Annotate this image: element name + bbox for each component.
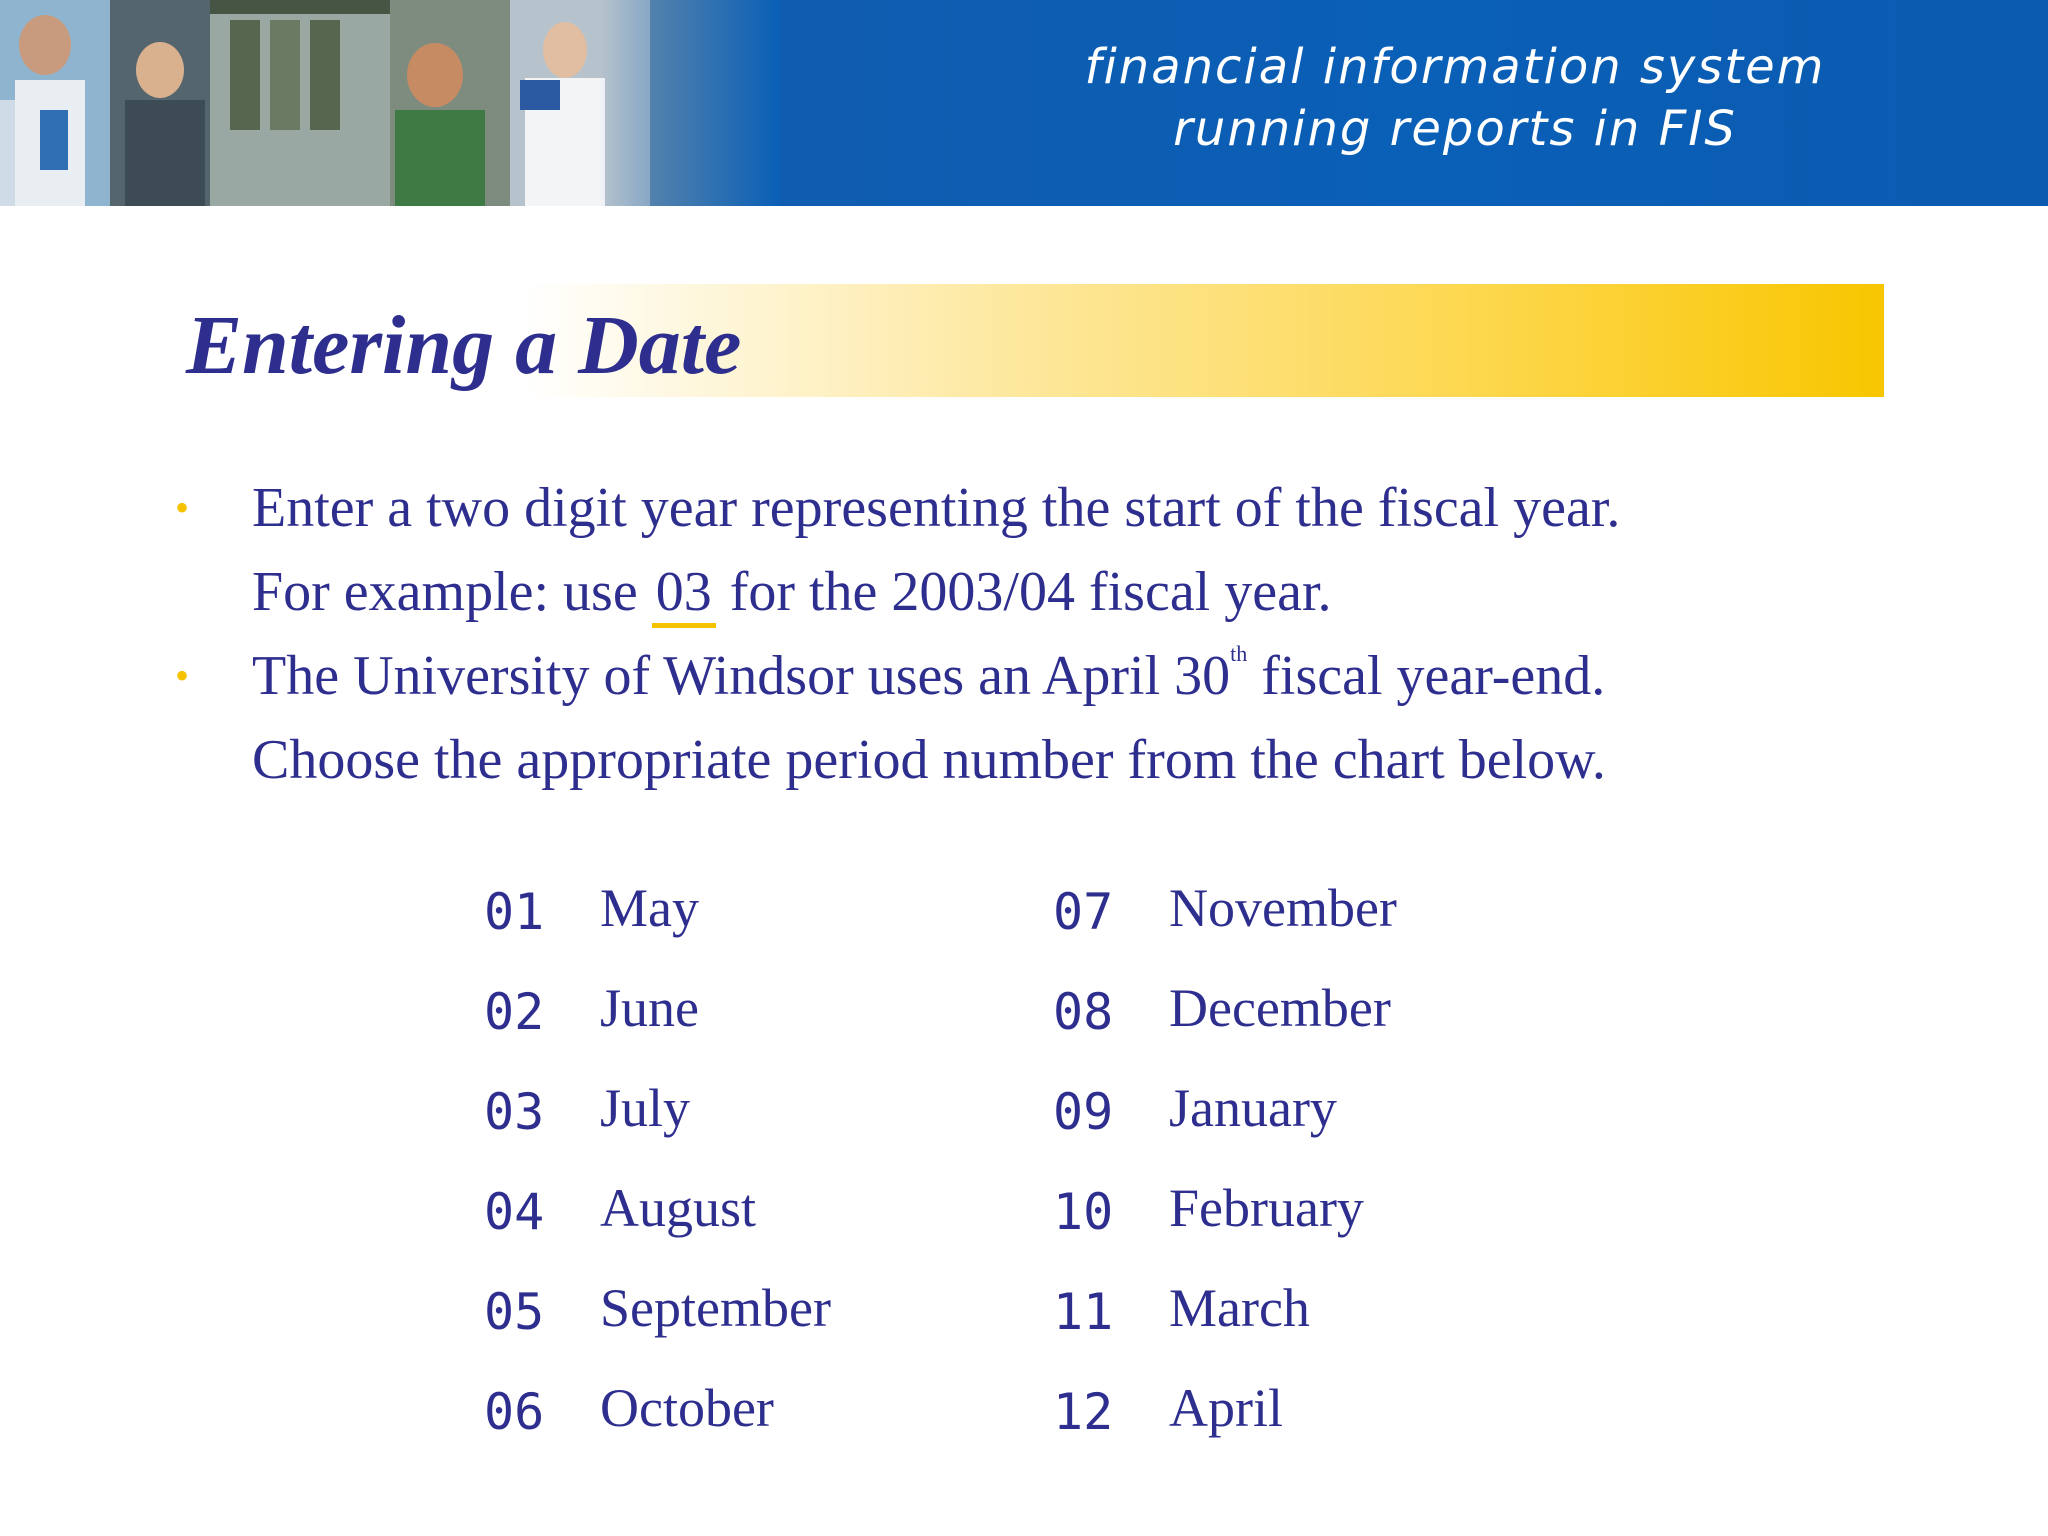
slide-title: Entering a Date xyxy=(186,299,742,392)
period-month: January xyxy=(1169,1078,1337,1138)
period-number: 02 xyxy=(484,983,545,1041)
bullet-dot-icon: • xyxy=(175,653,190,698)
bullet-2-line-2: Choose the appropriate period number from the chart below. xyxy=(252,729,1606,791)
period-number: 11 xyxy=(1053,1283,1114,1341)
period-month: March xyxy=(1169,1278,1310,1338)
period-number: 08 xyxy=(1053,983,1114,1041)
bullet-list xyxy=(175,466,1875,802)
header-title xyxy=(1040,36,1870,160)
period-month: June xyxy=(600,978,699,1038)
period-month: October xyxy=(600,1378,774,1438)
bullet-1-prefix: For example: use xyxy=(252,561,638,623)
period-month: December xyxy=(1169,978,1391,1038)
period-month: November xyxy=(1169,878,1397,938)
header-line-1: financial information system xyxy=(1084,39,1826,95)
period-month: May xyxy=(600,878,699,938)
period-number: 01 xyxy=(484,883,545,941)
bullet-item xyxy=(175,634,1875,802)
period-number: 06 xyxy=(484,1383,545,1441)
period-month: August xyxy=(600,1178,757,1238)
period-month: September xyxy=(600,1278,831,1338)
ordinal-suffix: th xyxy=(1230,641,1248,666)
bullet-2-suffix: fiscal year-end. xyxy=(1247,645,1606,707)
period-number: 04 xyxy=(484,1183,545,1241)
period-number: 09 xyxy=(1053,1083,1114,1141)
header-line-2: running reports in FIS xyxy=(1173,101,1737,157)
bullet-dot-icon: • xyxy=(175,485,190,530)
header-photo-collage xyxy=(0,0,780,206)
period-number: 10 xyxy=(1053,1183,1114,1241)
header-banner xyxy=(0,0,2048,206)
bullet-1-line-2 xyxy=(252,550,1875,634)
bullet-1-suffix: for the 2003/04 fiscal year. xyxy=(729,561,1332,623)
year-example-highlight: 03 xyxy=(652,561,716,628)
period-number: 05 xyxy=(484,1283,545,1341)
bullet-2-prefix: The University of Windsor uses an April 30 xyxy=(252,645,1231,707)
period-month: July xyxy=(600,1078,691,1138)
period-number: 07 xyxy=(1053,883,1114,941)
period-number: 12 xyxy=(1053,1383,1114,1441)
bullet-2-line-1 xyxy=(252,634,1875,718)
period-month: February xyxy=(1169,1178,1364,1238)
bullet-1-line-1: Enter a two digit year representing the start of the fiscal year. xyxy=(252,477,1621,539)
period-month: April xyxy=(1169,1378,1283,1438)
bullet-item xyxy=(175,466,1875,634)
period-number: 03 xyxy=(484,1083,545,1141)
